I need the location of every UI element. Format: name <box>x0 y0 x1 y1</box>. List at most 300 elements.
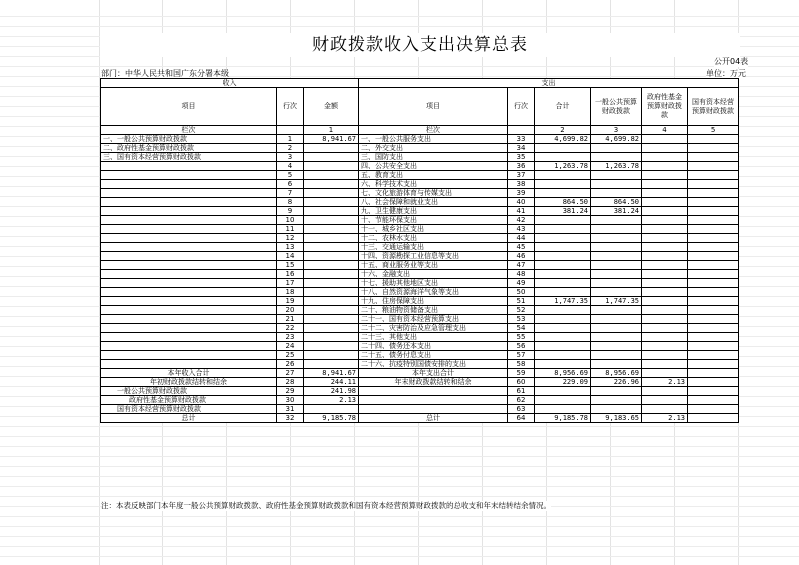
expense-line-cell: 39 <box>508 189 535 198</box>
expense-general-cell <box>591 243 642 252</box>
expense-item-cell: 十六、金融支出 <box>359 270 508 279</box>
expense-line-cell: 33 <box>508 135 535 144</box>
income-line-cell: 18 <box>277 288 304 297</box>
income-amount-cell <box>304 189 359 198</box>
income-line-cell: 28 <box>277 378 304 387</box>
income-header: 收入 <box>101 79 359 88</box>
expense-line-cell: 45 <box>508 243 535 252</box>
expense-general-cell: 1,263.78 <box>591 162 642 171</box>
expense-fund-cell <box>642 243 688 252</box>
income-amount-cell <box>304 324 359 333</box>
expense-total-header: 合计 <box>535 88 591 126</box>
income-item-cell <box>101 324 277 333</box>
expense-general-cell <box>591 387 642 396</box>
expense-item-cell: 二十五、债务付息支出 <box>359 351 508 360</box>
capital-budget-header: 国有资本经营预算财政拨款 <box>688 88 739 126</box>
income-item-cell <box>101 198 277 207</box>
expense-total-cell <box>535 360 591 369</box>
footnote: 注：本表反映部门本年度一般公共预算财政拨款、政府性基金预算财政拨款和国有资本经营预算财政拨款的总收支和年末结转结余情况。 <box>101 501 551 510</box>
expense-fund-cell <box>642 261 688 270</box>
gridline-horizontal <box>0 26 799 27</box>
fiscal-summary-table <box>100 78 739 423</box>
income-item-cell: 国有资本经营预算财政拨款 <box>101 405 277 414</box>
expense-total-cell <box>535 189 591 198</box>
income-amount-cell <box>304 252 359 261</box>
expense-general-cell: 381.24 <box>591 207 642 216</box>
income-line-cell: 11 <box>277 225 304 234</box>
expense-line-cell: 61 <box>508 387 535 396</box>
income-amount-cell <box>304 261 359 270</box>
expense-item-cell: 年末财政拨款结转和结余 <box>359 378 508 387</box>
expense-fund-cell: 2.13 <box>642 378 688 387</box>
table-row <box>101 315 739 324</box>
expense-line-cell: 37 <box>508 171 535 180</box>
expense-line-cell: 42 <box>508 216 535 225</box>
expense-fund-cell <box>642 342 688 351</box>
table-row <box>101 225 739 234</box>
expense-capital-cell <box>688 225 739 234</box>
expense-capital-cell <box>688 270 739 279</box>
income-amount-cell: 8,941.67 <box>304 135 359 144</box>
income-item-header: 项目 <box>101 88 277 126</box>
expense-line-cell: 44 <box>508 234 535 243</box>
table-row <box>101 135 739 144</box>
expense-total-cell <box>535 144 591 153</box>
expense-item-cell: 四、公共安全支出 <box>359 162 508 171</box>
gridline-horizontal <box>0 466 799 467</box>
gridline-horizontal <box>0 536 799 537</box>
expense-line-cell: 51 <box>508 297 535 306</box>
income-line-cell: 8 <box>277 198 304 207</box>
gridline-horizontal <box>0 476 799 477</box>
income-amount-cell <box>304 207 359 216</box>
income-item-cell: 政府性基金预算财政拨款 <box>101 396 277 405</box>
expense-total-cell <box>535 261 591 270</box>
expense-total-cell <box>535 288 591 297</box>
gridline-horizontal <box>0 546 799 547</box>
table-row <box>101 378 739 387</box>
income-item-cell <box>101 261 277 270</box>
income-amount-cell <box>304 216 359 225</box>
expense-line-cell: 57 <box>508 351 535 360</box>
table-row <box>101 351 739 360</box>
expense-total-cell: 1,747.35 <box>535 297 591 306</box>
expense-line-cell: 36 <box>508 162 535 171</box>
income-item-cell: 总计 <box>101 414 277 423</box>
expense-total-cell <box>535 405 591 414</box>
form-number: 公开04表 <box>714 57 749 66</box>
expense-general-cell: 9,183.65 <box>591 414 642 423</box>
expense-total-cell <box>535 306 591 315</box>
expense-capital-cell <box>688 342 739 351</box>
table-row <box>101 162 739 171</box>
expense-fund-cell <box>642 135 688 144</box>
expense-capital-cell <box>688 135 739 144</box>
income-line-cell: 10 <box>277 216 304 225</box>
expense-item-cell <box>359 396 508 405</box>
gridline-horizontal <box>0 496 799 497</box>
expense-capital-cell <box>688 234 739 243</box>
expense-capital-cell <box>688 351 739 360</box>
expense-item-cell: 二十三、其他支出 <box>359 333 508 342</box>
expense-item-cell: 七、文化旅游体育与传媒支出 <box>359 189 508 198</box>
table-row <box>101 234 739 243</box>
income-amount-cell <box>304 144 359 153</box>
income-item-cell: 本年收入合计 <box>101 369 277 378</box>
expense-general-cell <box>591 351 642 360</box>
income-line-cell: 9 <box>277 207 304 216</box>
expense-total-cell: 229.09 <box>535 378 591 387</box>
expense-line-cell: 56 <box>508 342 535 351</box>
income-col-label: 栏次 <box>101 126 277 135</box>
expense-line-cell: 48 <box>508 270 535 279</box>
expense-line-cell: 49 <box>508 279 535 288</box>
income-line-col-label <box>277 126 304 135</box>
expense-header: 支出 <box>359 79 739 88</box>
expense-general-cell <box>591 261 642 270</box>
expense-capital-cell <box>688 180 739 189</box>
expense-general-cell <box>591 225 642 234</box>
income-line-header: 行次 <box>277 88 304 126</box>
table-row <box>101 342 739 351</box>
income-item-cell <box>101 306 277 315</box>
income-item-cell <box>101 171 277 180</box>
table-row <box>101 252 739 261</box>
table-row <box>101 306 739 315</box>
expense-general-cell <box>591 216 642 225</box>
expense-general-cell <box>591 324 642 333</box>
expense-total-cell <box>535 279 591 288</box>
income-amount-cell <box>304 288 359 297</box>
expense-fund-cell <box>642 198 688 207</box>
expense-line-cell: 38 <box>508 180 535 189</box>
expense-general-cell: 864.50 <box>591 198 642 207</box>
unit-label: 单位：万元 <box>706 69 746 78</box>
income-line-cell: 31 <box>277 405 304 414</box>
expense-total-cell <box>535 342 591 351</box>
expense-item-cell: 十三、交通运输支出 <box>359 243 508 252</box>
income-item-cell <box>101 234 277 243</box>
expense-fund-cell <box>642 387 688 396</box>
income-line-cell: 22 <box>277 324 304 333</box>
gridline-horizontal <box>0 16 799 17</box>
income-line-cell: 13 <box>277 243 304 252</box>
expense-fund-cell <box>642 351 688 360</box>
table-row <box>101 189 739 198</box>
expense-item-cell: 五、教育支出 <box>359 171 508 180</box>
income-amount-cell: 9,185.78 <box>304 414 359 423</box>
expense-general-cell <box>591 279 642 288</box>
expense-fund-cell <box>642 360 688 369</box>
table-row <box>101 333 739 342</box>
income-amount-cell <box>304 360 359 369</box>
expense-item-cell: 三、国防支出 <box>359 153 508 162</box>
income-line-cell: 25 <box>277 351 304 360</box>
expense-general-cell: 4,699.82 <box>591 135 642 144</box>
expense-item-cell: 十四、资源勘探工业信息等支出 <box>359 252 508 261</box>
expense-fund-cell <box>642 171 688 180</box>
expense-capital-cell <box>688 369 739 378</box>
expense-fund-cell <box>642 234 688 243</box>
table-row <box>101 171 739 180</box>
income-amount-cell <box>304 279 359 288</box>
expense-total-cell <box>535 270 591 279</box>
income-amount-cell: 241.98 <box>304 387 359 396</box>
income-item-cell: 一、一般公共预算财政拨款 <box>101 135 277 144</box>
expense-line-header: 行次 <box>508 88 535 126</box>
income-line-cell: 21 <box>277 315 304 324</box>
income-item-cell <box>101 225 277 234</box>
expense-general-cell <box>591 234 642 243</box>
expense-col-label: 栏次 <box>359 126 508 135</box>
expense-capital-cell <box>688 261 739 270</box>
table-row <box>101 414 739 423</box>
expense-item-cell: 一、一般公共服务支出 <box>359 135 508 144</box>
expense-fund-cell <box>642 405 688 414</box>
income-line-cell: 14 <box>277 252 304 261</box>
expense-item-cell <box>359 405 508 414</box>
expense-item-cell: 八、社会保障和就业支出 <box>359 198 508 207</box>
expense-fund-cell <box>642 315 688 324</box>
expense-line-cell: 58 <box>508 360 535 369</box>
expense-total-cell <box>535 315 591 324</box>
expense-item-cell: 二、外交支出 <box>359 144 508 153</box>
expense-general-cell <box>591 306 642 315</box>
expense-capital-cell <box>688 378 739 387</box>
expense-general-cell <box>591 333 642 342</box>
income-line-cell: 23 <box>277 333 304 342</box>
table-row <box>101 369 739 378</box>
table-title: 财政拨款收入支出决算总表 <box>100 33 740 57</box>
table-row <box>101 279 739 288</box>
expense-item-cell: 二十二、灾害防治及应急管理支出 <box>359 324 508 333</box>
income-line-cell: 24 <box>277 342 304 351</box>
expense-capital-cell <box>688 216 739 225</box>
table-row <box>101 144 739 153</box>
income-line-cell: 19 <box>277 297 304 306</box>
income-amount-cell: 2.13 <box>304 396 359 405</box>
expense-line-cell: 53 <box>508 315 535 324</box>
expense-general-cell <box>591 171 642 180</box>
expense-capital-cell <box>688 324 739 333</box>
expense-fund-cell <box>642 333 688 342</box>
expense-total-cell <box>535 234 591 243</box>
expense-fund-cell <box>642 279 688 288</box>
income-amount-cell <box>304 171 359 180</box>
income-item-cell: 二、政府性基金预算财政拨款 <box>101 144 277 153</box>
income-amount-cell <box>304 153 359 162</box>
expense-item-header: 项目 <box>359 88 508 126</box>
income-line-cell: 2 <box>277 144 304 153</box>
expense-fund-cell: 2.13 <box>642 414 688 423</box>
expense-line-cell: 64 <box>508 414 535 423</box>
expense-line-cell: 52 <box>508 306 535 315</box>
income-amount-cell <box>304 351 359 360</box>
expense-general-cell <box>591 360 642 369</box>
income-item-cell <box>101 351 277 360</box>
gridline-horizontal <box>0 486 799 487</box>
col-number-5: 5 <box>688 126 739 135</box>
expense-item-cell: 十八、自然资源海洋气象等支出 <box>359 288 508 297</box>
col-number-1: 1 <box>304 126 359 135</box>
gridline-horizontal <box>0 456 799 457</box>
expense-general-cell <box>591 270 642 279</box>
expense-item-cell: 二十一、国有资本经营预算支出 <box>359 315 508 324</box>
expense-fund-cell <box>642 297 688 306</box>
expense-item-cell: 九、卫生健康支出 <box>359 207 508 216</box>
expense-general-cell <box>591 288 642 297</box>
income-line-cell: 30 <box>277 396 304 405</box>
expense-capital-cell <box>688 333 739 342</box>
expense-capital-cell <box>688 360 739 369</box>
table-row <box>101 405 739 414</box>
expense-item-cell: 十、节能环保支出 <box>359 216 508 225</box>
income-item-cell <box>101 180 277 189</box>
expense-item-cell <box>359 387 508 396</box>
col-number-4: 4 <box>642 126 688 135</box>
income-item-cell <box>101 333 277 342</box>
expense-general-cell <box>591 252 642 261</box>
expense-line-cell: 50 <box>508 288 535 297</box>
table-row <box>101 396 739 405</box>
income-amount-cell: 244.11 <box>304 378 359 387</box>
expense-fund-cell <box>642 324 688 333</box>
expense-item-cell: 二十四、债务还本支出 <box>359 342 508 351</box>
expense-item-cell: 十九、住房保障支出 <box>359 297 508 306</box>
expense-general-cell <box>591 396 642 405</box>
expense-line-cell: 34 <box>508 144 535 153</box>
income-item-cell <box>101 297 277 306</box>
expense-item-cell: 二十、粮油物资储备支出 <box>359 306 508 315</box>
expense-total-cell <box>535 171 591 180</box>
expense-fund-cell <box>642 252 688 261</box>
expense-general-cell <box>591 342 642 351</box>
income-line-cell: 29 <box>277 387 304 396</box>
expense-line-cell: 54 <box>508 324 535 333</box>
expense-total-cell: 1,263.78 <box>535 162 591 171</box>
income-line-cell: 7 <box>277 189 304 198</box>
income-amount-cell <box>304 342 359 351</box>
expense-fund-cell <box>642 270 688 279</box>
expense-general-cell <box>591 144 642 153</box>
gridline-horizontal <box>0 436 799 437</box>
income-amount-cell <box>304 180 359 189</box>
income-amount-cell <box>304 297 359 306</box>
income-line-cell: 32 <box>277 414 304 423</box>
income-item-cell <box>101 216 277 225</box>
table-row <box>101 261 739 270</box>
expense-fund-cell <box>642 306 688 315</box>
expense-total-cell: 864.50 <box>535 198 591 207</box>
expense-capital-cell <box>688 405 739 414</box>
expense-total-cell <box>535 396 591 405</box>
income-item-cell <box>101 315 277 324</box>
expense-item-cell: 十二、农林水支出 <box>359 234 508 243</box>
expense-fund-cell <box>642 189 688 198</box>
income-line-cell: 16 <box>277 270 304 279</box>
income-item-cell: 年初财政拨款结转和结余 <box>101 378 277 387</box>
expense-capital-cell <box>688 315 739 324</box>
expense-item-cell: 十五、商业服务业等支出 <box>359 261 508 270</box>
income-amount-cell <box>304 234 359 243</box>
income-line-cell: 3 <box>277 153 304 162</box>
expense-total-cell <box>535 153 591 162</box>
expense-fund-cell <box>642 162 688 171</box>
gridline-horizontal <box>0 446 799 447</box>
col-number-2: 2 <box>535 126 591 135</box>
income-amount-cell <box>304 162 359 171</box>
income-line-cell: 4 <box>277 162 304 171</box>
income-amount-cell <box>304 306 359 315</box>
income-item-cell <box>101 360 277 369</box>
income-item-cell <box>101 189 277 198</box>
expense-general-cell: 226.96 <box>591 378 642 387</box>
income-line-cell: 20 <box>277 306 304 315</box>
income-item-cell <box>101 207 277 216</box>
expense-fund-cell <box>642 369 688 378</box>
income-item-cell <box>101 270 277 279</box>
income-line-cell: 12 <box>277 234 304 243</box>
department-label: 部门：中华人民共和国广东分署本级 <box>101 69 229 78</box>
income-item-cell <box>101 243 277 252</box>
table-row <box>101 360 739 369</box>
expense-fund-cell <box>642 144 688 153</box>
expense-line-cell: 60 <box>508 378 535 387</box>
expense-total-cell <box>535 252 591 261</box>
expense-line-col-label <box>508 126 535 135</box>
expense-capital-cell <box>688 189 739 198</box>
table-row <box>101 207 739 216</box>
table-row <box>101 243 739 252</box>
income-item-cell <box>101 279 277 288</box>
expense-total-cell <box>535 225 591 234</box>
expense-general-cell: 1,747.35 <box>591 297 642 306</box>
expense-total-cell <box>535 324 591 333</box>
income-amount-cell <box>304 243 359 252</box>
income-item-cell <box>101 252 277 261</box>
income-item-cell: 三、国有资本经营预算财政拨款 <box>101 153 277 162</box>
gridline-horizontal <box>0 526 799 527</box>
expense-line-cell: 47 <box>508 261 535 270</box>
expense-total-cell <box>535 333 591 342</box>
expense-fund-cell <box>642 216 688 225</box>
expense-general-cell <box>591 153 642 162</box>
expense-general-cell <box>591 189 642 198</box>
expense-total-cell <box>535 180 591 189</box>
expense-item-cell: 二十六、抗疫特别国债安排的支出 <box>359 360 508 369</box>
expense-total-cell: 381.24 <box>535 207 591 216</box>
expense-line-cell: 40 <box>508 198 535 207</box>
expense-capital-cell <box>688 396 739 405</box>
income-amount-cell: 8,941.67 <box>304 369 359 378</box>
income-line-cell: 5 <box>277 171 304 180</box>
income-amount-cell <box>304 225 359 234</box>
income-item-cell: 一般公共预算财政拨款 <box>101 387 277 396</box>
table-row <box>101 288 739 297</box>
expense-capital-cell <box>688 153 739 162</box>
expense-total-cell: 4,699.82 <box>535 135 591 144</box>
expense-line-cell: 62 <box>508 396 535 405</box>
table-row <box>101 180 739 189</box>
expense-capital-cell <box>688 297 739 306</box>
gridline-horizontal <box>0 426 799 427</box>
table-row <box>101 216 739 225</box>
col-number-3: 3 <box>591 126 642 135</box>
income-amount-cell <box>304 405 359 414</box>
table-row <box>101 297 739 306</box>
expense-fund-cell <box>642 396 688 405</box>
expense-fund-cell <box>642 288 688 297</box>
